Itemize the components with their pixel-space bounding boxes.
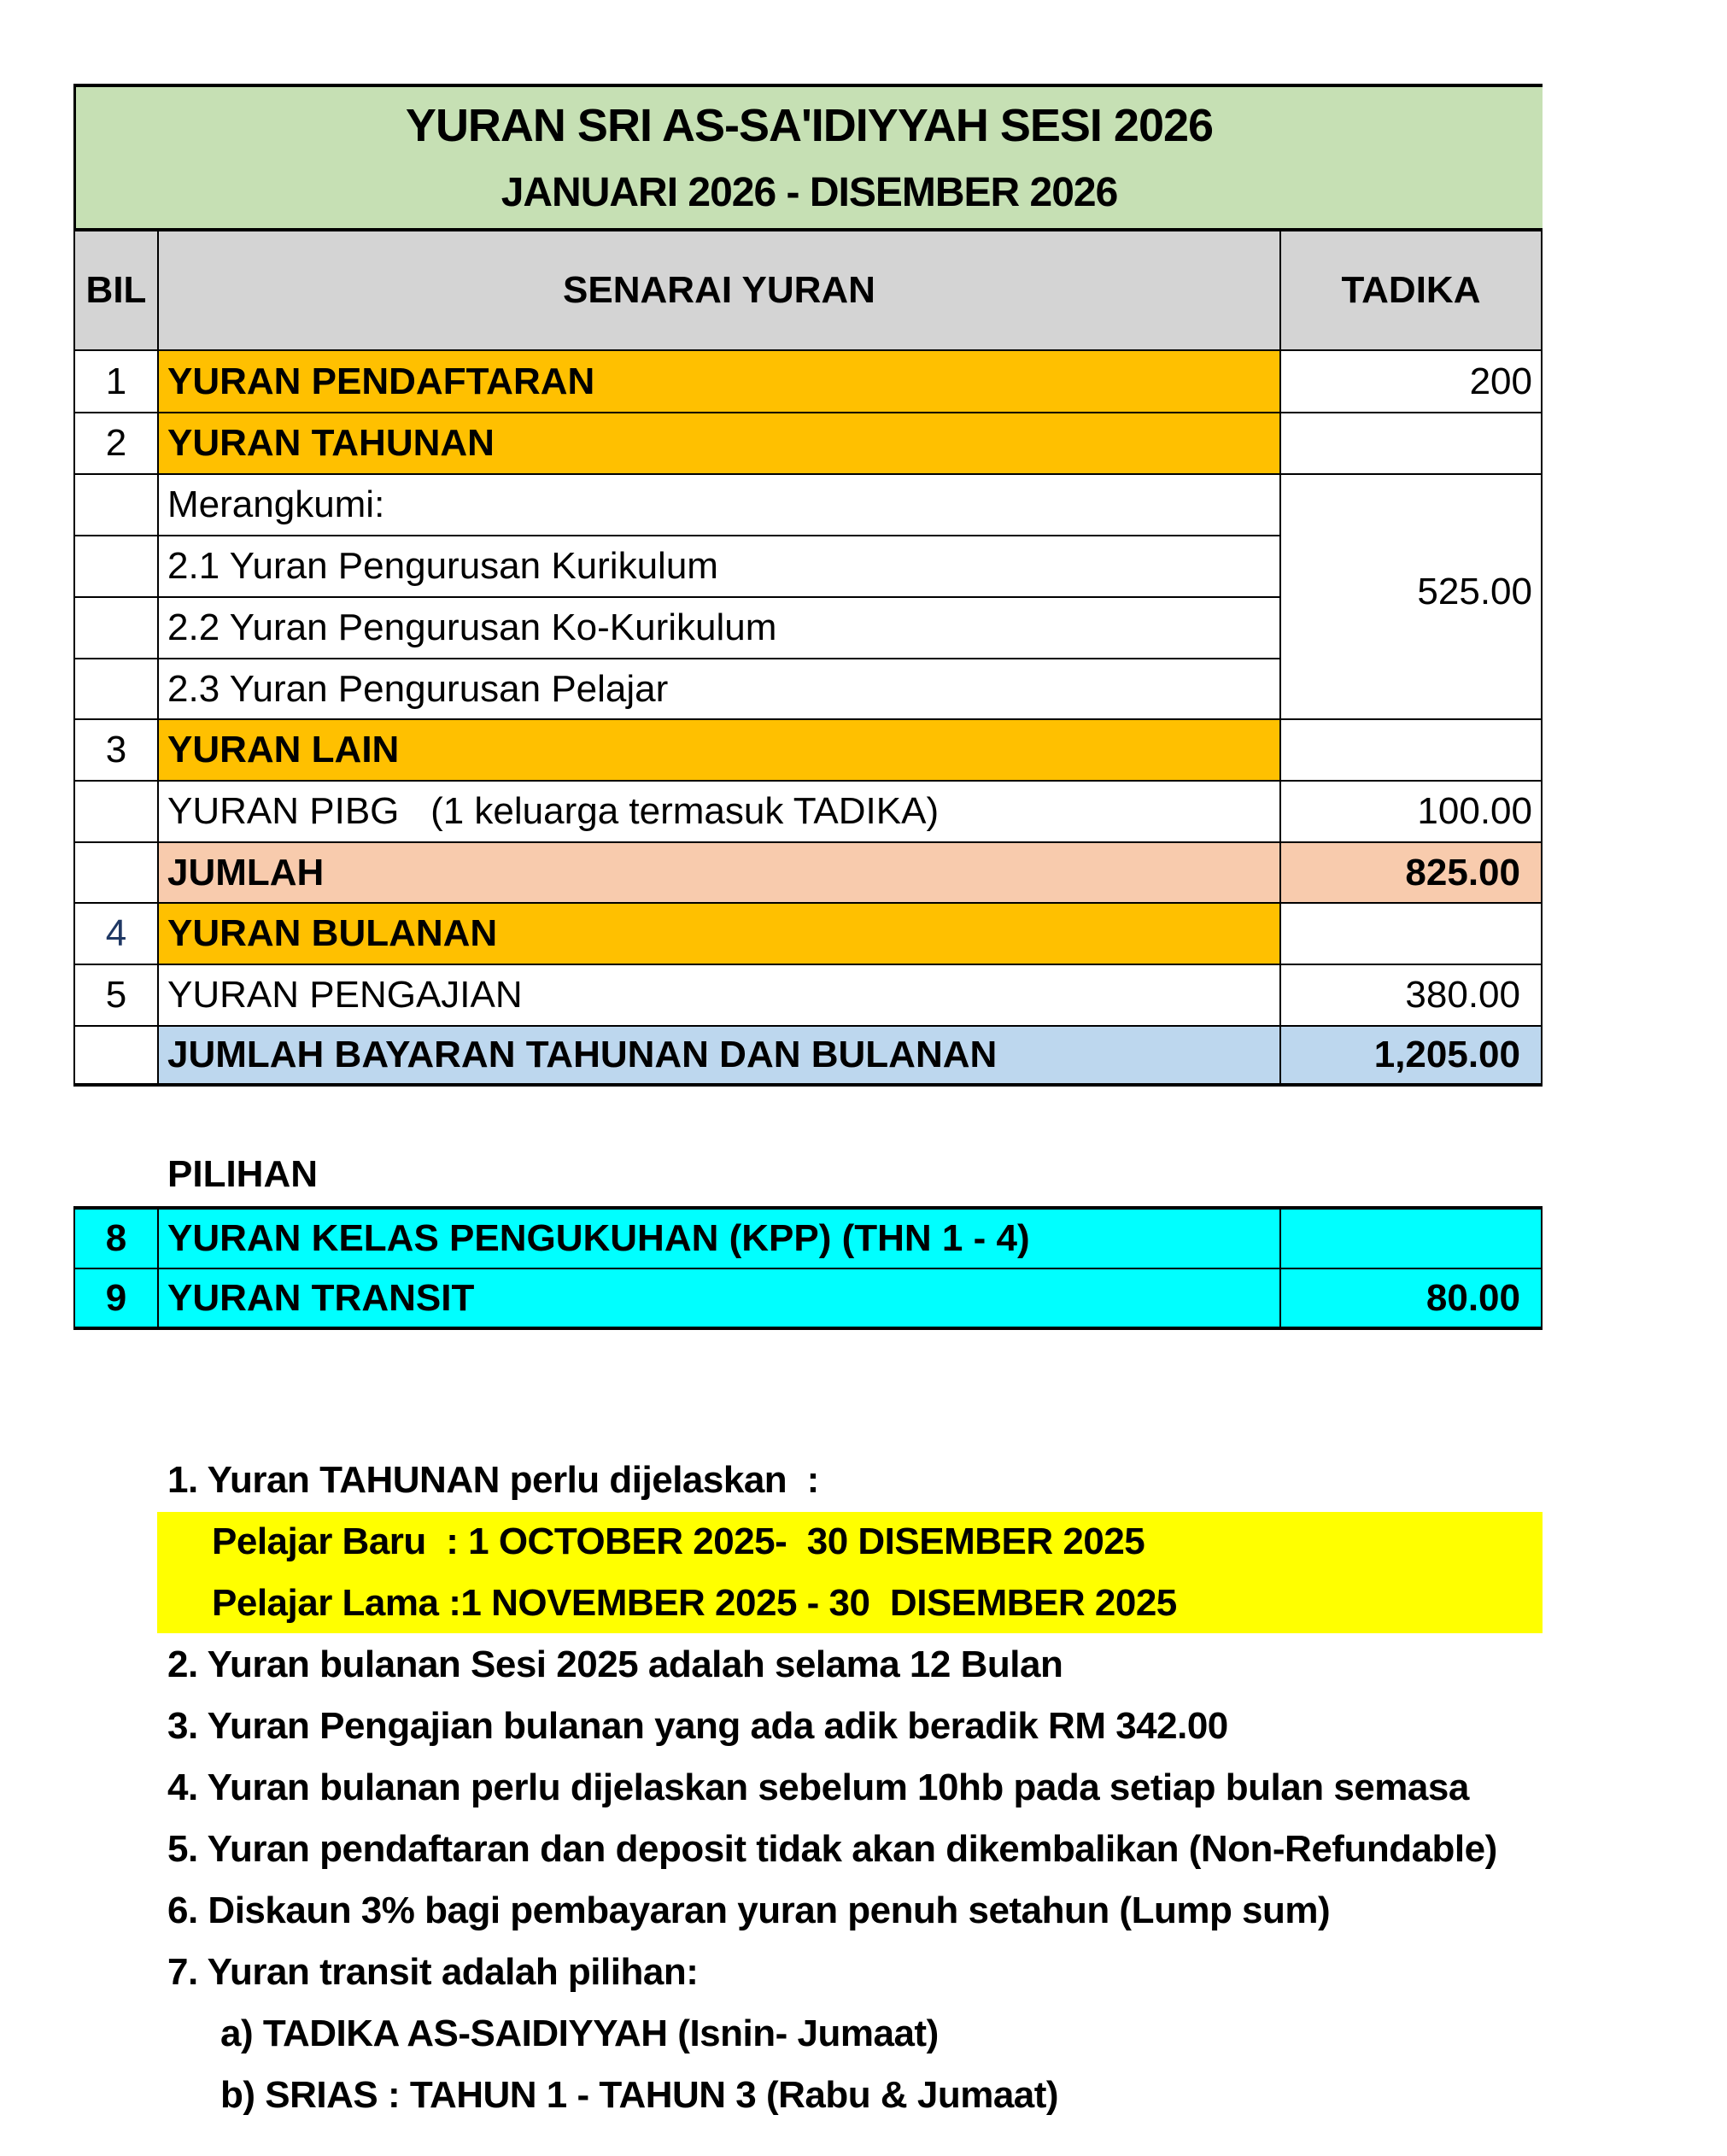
page-title: YURAN SRI AS-SA'IDIYYAH SESI 2026	[405, 100, 1214, 151]
header-tadika: TADIKA	[1279, 228, 1543, 351]
row-name: YURAN TAHUNAN	[157, 412, 1281, 475]
row-name: YURAN LAIN	[157, 718, 1281, 782]
options-heading: PILIHAN	[167, 1153, 318, 1195]
grand-total-value: 1,205.00	[1279, 1025, 1543, 1087]
row-value: 200	[1279, 349, 1543, 413]
note-5: 5. Yuran pendaftaran dan deposit tidak akan dikembalikan (Non-Refundable)	[167, 1828, 1497, 1870]
row-name: Merangkumi:	[157, 473, 1281, 536]
row-bil	[73, 473, 159, 536]
row-name: YURAN PENGAJIAN	[157, 964, 1281, 1027]
note-1-existing-students: Pelajar Lama :1 NOVEMBER 2025 - 30 DISEMBER 2025	[212, 1582, 1177, 1624]
row-name: YURAN PENDAFTARAN	[157, 349, 1281, 413]
header-bil: BIL	[73, 228, 159, 351]
row-name: 2.3 Yuran Pengurusan Pelajar	[157, 658, 1281, 720]
option-bil: 8	[73, 1206, 159, 1269]
title-block	[73, 84, 1543, 228]
note-7b: b) SRIAS : TAHUN 1 - TAHUN 3 (Rabu & Jumaat)	[220, 2074, 1059, 2116]
note-7: 7. Yuran transit adalah pilihan:	[167, 1951, 699, 1993]
tahunan-total-value: 525.00	[1279, 473, 1543, 720]
row-bil	[73, 780, 159, 843]
note-6: 6. Diskaun 3% bagi pembayaran yuran penuh setahun (Lump sum)	[167, 1889, 1331, 1931]
row-name: 2.2 Yuran Pengurusan Ko-Kurikulum	[157, 596, 1281, 659]
option-name: YURAN TRANSIT	[157, 1268, 1281, 1330]
option-name: YURAN KELAS PENGUKUHAN (KPP) (THN 1 - 4)	[157, 1206, 1281, 1269]
row-value	[1279, 902, 1543, 965]
row-bil	[73, 841, 159, 904]
subtotal-label: JUMLAH	[157, 841, 1281, 904]
row-value	[1279, 412, 1543, 475]
row-value: 380.00	[1279, 964, 1543, 1027]
page-subtitle: JANUARI 2026 - DISEMBER 2026	[501, 170, 1118, 215]
row-name: YURAN BULANAN	[157, 902, 1281, 965]
option-value: 80.00	[1279, 1268, 1543, 1330]
row-value	[1279, 718, 1543, 782]
row-bil: 5	[73, 964, 159, 1027]
row-name: YURAN PIBG (1 keluarga termasuk TADIKA)	[157, 780, 1281, 843]
row-bil: 2	[73, 412, 159, 475]
row-bil	[73, 535, 159, 598]
note-3: 3. Yuran Pengajian bulanan yang ada adik beradik RM 342.00	[167, 1705, 1228, 1747]
header-senarai-yuran: SENARAI YURAN	[157, 228, 1281, 351]
note-2: 2. Yuran bulanan Sesi 2025 adalah selama 12 Bulan	[167, 1643, 1063, 1685]
option-value	[1279, 1206, 1543, 1269]
note-4: 4. Yuran bulanan perlu dijelaskan sebelum 10hb pada setiap bulan semasa	[167, 1766, 1469, 1808]
note-1: 1. Yuran TAHUNAN perlu dijelaskan :	[167, 1459, 819, 1501]
row-bil	[73, 596, 159, 659]
row-name: 2.1 Yuran Pengurusan Kurikulum	[157, 535, 1281, 598]
row-bil: 4	[73, 902, 159, 965]
grand-total-label: JUMLAH BAYARAN TAHUNAN DAN BULANAN	[157, 1025, 1281, 1087]
note-1-new-students: Pelajar Baru : 1 OCTOBER 2025- 30 DISEMBER 2025	[212, 1520, 1145, 1562]
note-7a: a) TADIKA AS-SAIDIYYAH (Isnin- Jumaat)	[220, 2012, 939, 2054]
row-bil: 3	[73, 718, 159, 782]
subtotal-value: 825.00	[1279, 841, 1543, 904]
row-bil	[73, 1025, 159, 1087]
option-bil: 9	[73, 1268, 159, 1330]
row-value: 100.00	[1279, 780, 1543, 843]
row-bil: 1	[73, 349, 159, 413]
row-bil	[73, 658, 159, 720]
